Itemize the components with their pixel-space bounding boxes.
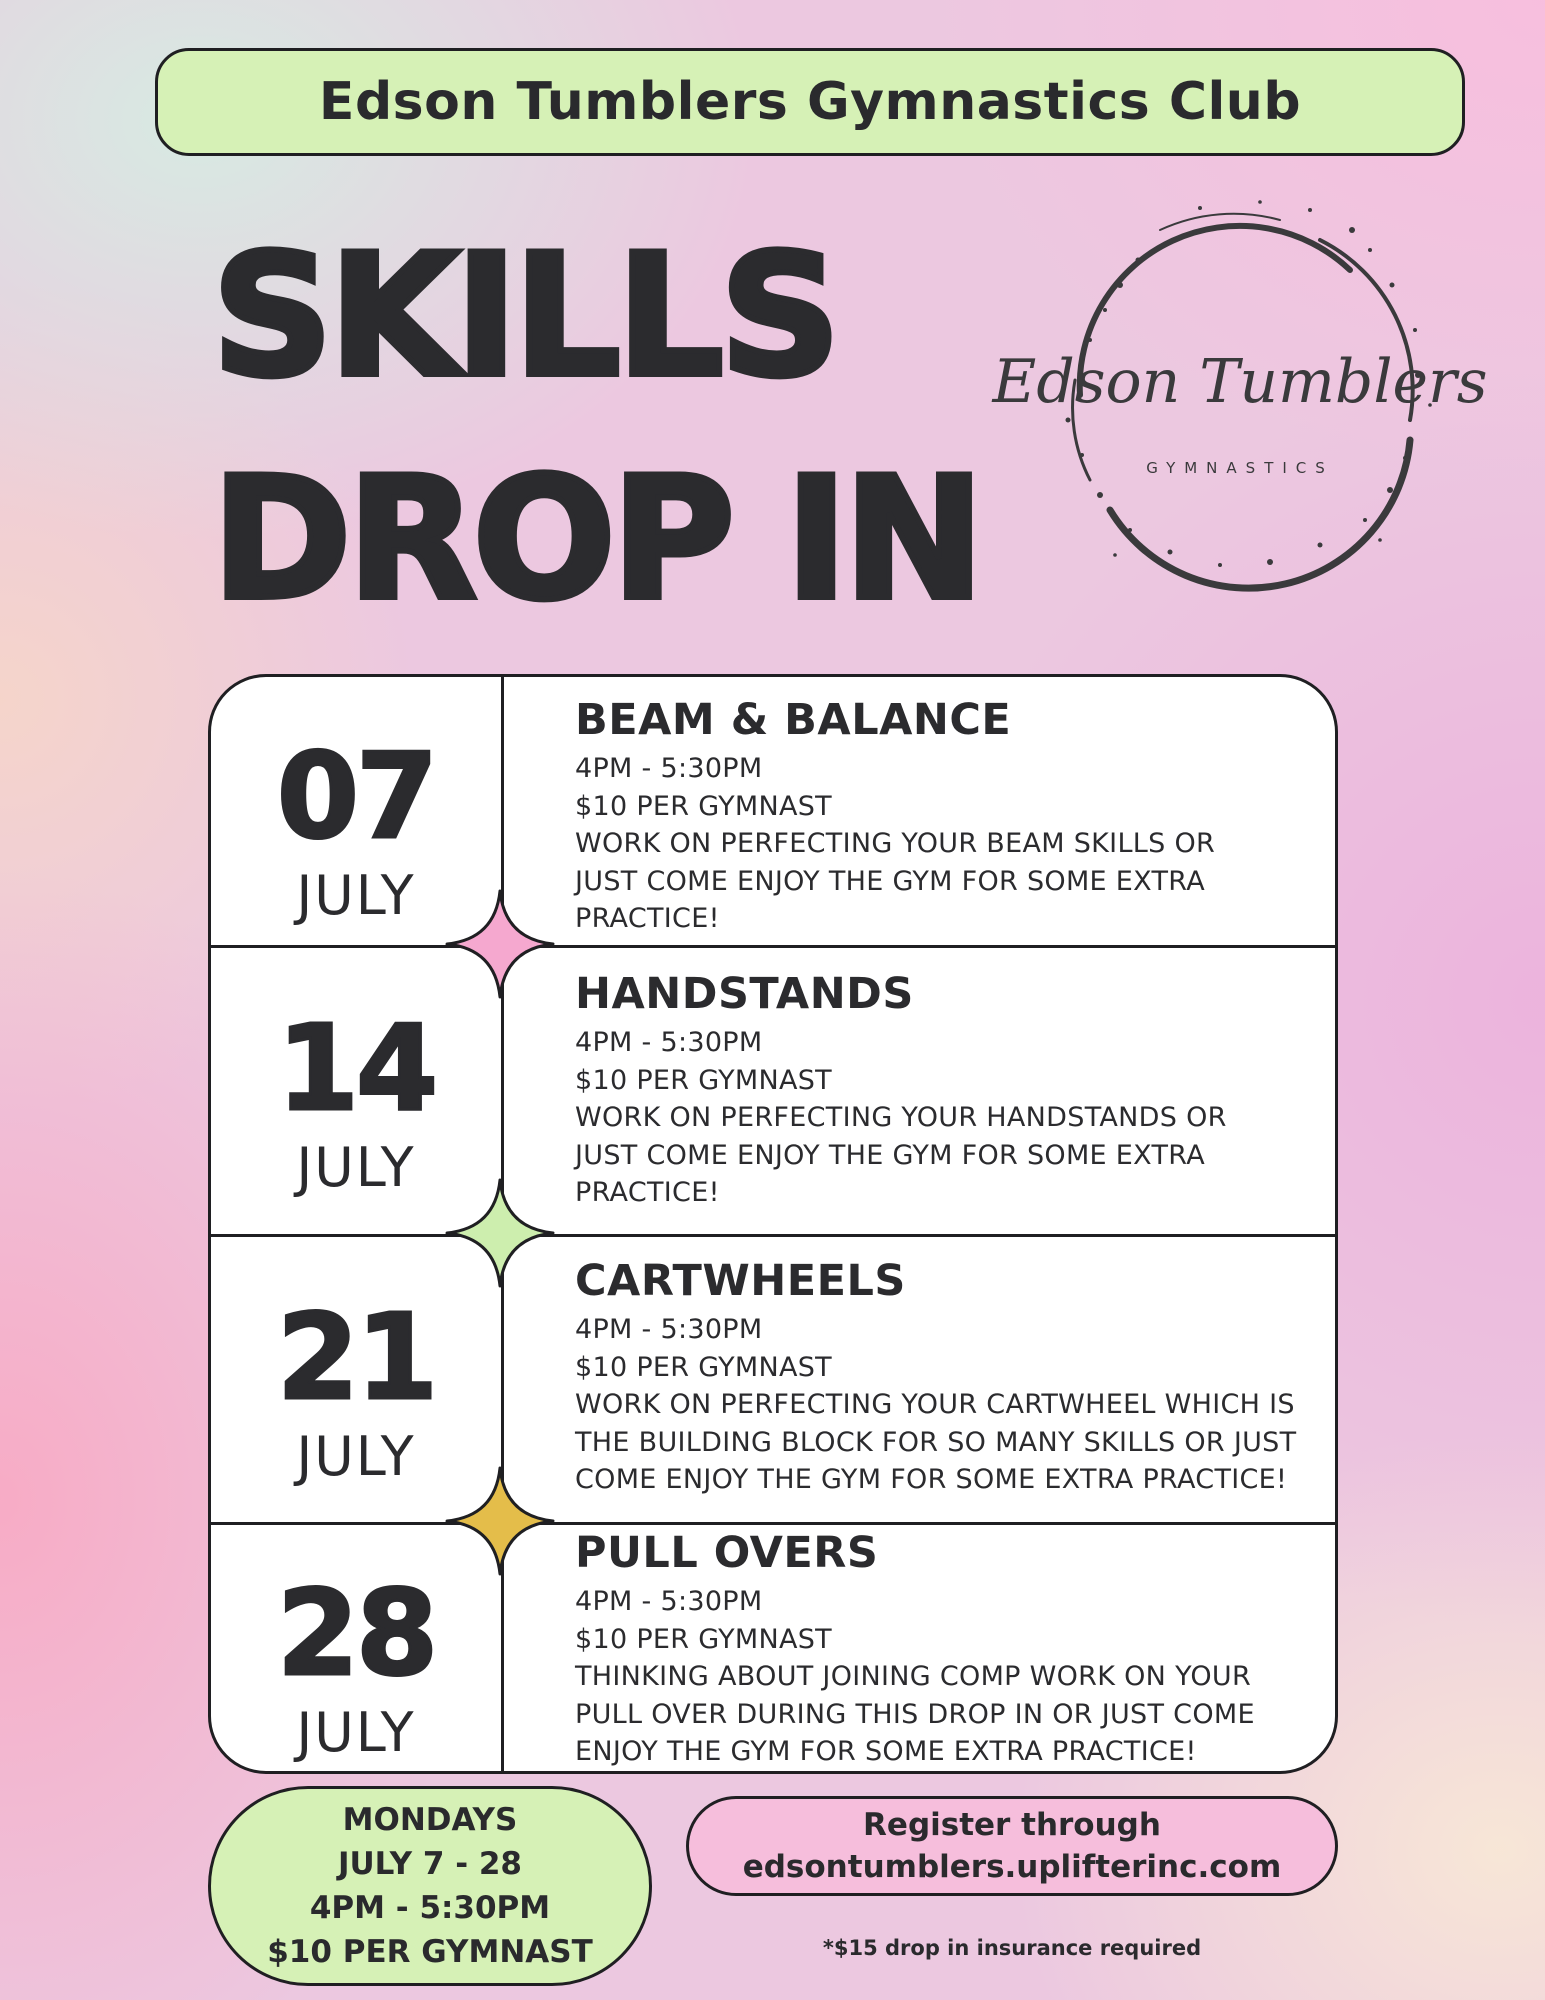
- session-title: PULL OVERS: [575, 1528, 879, 1578]
- sparkle-green-icon: [445, 1178, 555, 1288]
- headline-line-2: DROP IN: [212, 441, 981, 637]
- session-description: WORK ON PERFECTING YOUR CARTWHEEL WHICH IS: [575, 1389, 1295, 1421]
- session-month: JULY: [296, 864, 416, 927]
- schedule-card: [208, 674, 1338, 1774]
- session-date: [211, 1288, 501, 1488]
- session-description: COME ENJOY THE GYM FOR SOME EXTRA PRACTICE!: [575, 1464, 1288, 1496]
- summary-badge: [208, 1786, 652, 1986]
- headline-line-1: SKILLS: [212, 218, 837, 414]
- session-price: $10 PER GYMNAST: [575, 1351, 832, 1383]
- circle-logo-icon: [992, 190, 1488, 590]
- schedule-row: [211, 1524, 1335, 1777]
- session-price: $10 PER GYMNAST: [575, 1623, 832, 1655]
- session-title: CARTWHEELS: [575, 1256, 906, 1306]
- logo-script-text: Edson Tumblers: [992, 347, 1488, 417]
- session-day: 21: [276, 1288, 436, 1426]
- session-description: JUST COME ENJOY THE GYM FOR SOME EXTRA: [575, 1139, 1206, 1171]
- register-badge[interactable]: [686, 1796, 1338, 1896]
- sparkle-gold-icon: [445, 1466, 555, 1576]
- session-description: ENJOY THE GYM FOR SOME EXTRA PRACTICE!: [575, 1736, 1197, 1768]
- summary-time: 4PM - 5:30PM: [309, 1890, 551, 1926]
- logo-subtitle: GYMNASTICS: [1146, 459, 1334, 477]
- session-info: [575, 971, 1315, 1212]
- session-description: PRACTICE!: [575, 903, 720, 935]
- session-description: WORK ON PERFECTING YOUR BEAM SKILLS OR: [575, 828, 1216, 860]
- session-description: PULL OVER DURING THIS DROP IN OR JUST COME: [575, 1698, 1255, 1730]
- summary-days: MONDAYS: [342, 1802, 518, 1838]
- session-description: JUST COME ENJOY THE GYM FOR SOME EXTRA: [575, 865, 1206, 897]
- session-info: [575, 1258, 1315, 1499]
- session-info: [575, 1530, 1315, 1771]
- session-description: WORK ON PERFECTING YOUR HANDSTANDS OR: [575, 1102, 1227, 1134]
- session-time: 4PM - 5:30PM: [575, 1586, 763, 1618]
- session-date: [211, 999, 501, 1199]
- session-title: BEAM & BALANCE: [575, 695, 1012, 745]
- register-link[interactable]: edsontumblers.uplifterinc.com: [742, 1849, 1282, 1885]
- insurance-note: *$15 drop in insurance required: [822, 1936, 1202, 1960]
- session-month: JULY: [296, 1425, 416, 1488]
- schedule-row: [211, 947, 1335, 1234]
- session-day: 07: [276, 727, 436, 865]
- session-time: 4PM - 5:30PM: [575, 1314, 763, 1346]
- session-price: $10 PER GYMNAST: [575, 1064, 832, 1096]
- session-time: 4PM - 5:30PM: [575, 753, 763, 785]
- session-description: THE BUILDING BLOCK FOR SO MANY SKILLS OR JUST: [575, 1426, 1297, 1458]
- session-time: 4PM - 5:30PM: [575, 1027, 763, 1059]
- sparkle-pink-icon: [445, 889, 555, 999]
- session-day: 14: [276, 999, 436, 1137]
- session-month: JULY: [296, 1701, 416, 1764]
- session-info: [575, 697, 1315, 938]
- session-description: THINKING ABOUT JOINING COMP WORK ON YOUR: [575, 1661, 1252, 1693]
- register-label: Register through: [863, 1807, 1161, 1843]
- session-date: [211, 1564, 501, 1764]
- session-price: $10 PER GYMNAST: [575, 790, 832, 822]
- schedule-row: [211, 677, 1335, 945]
- session-description: PRACTICE!: [575, 1177, 720, 1209]
- session-title: HANDSTANDS: [575, 969, 914, 1019]
- summary-price: $10 PER GYMNAST: [267, 1934, 593, 1970]
- club-name-banner: [155, 48, 1465, 156]
- session-day: 28: [276, 1564, 436, 1702]
- session-month: JULY: [296, 1136, 416, 1199]
- schedule-row: [211, 1236, 1335, 1522]
- summary-dates: JULY 7 - 28: [337, 1846, 523, 1882]
- club-name: Edson Tumblers Gymnastics Club: [318, 72, 1302, 132]
